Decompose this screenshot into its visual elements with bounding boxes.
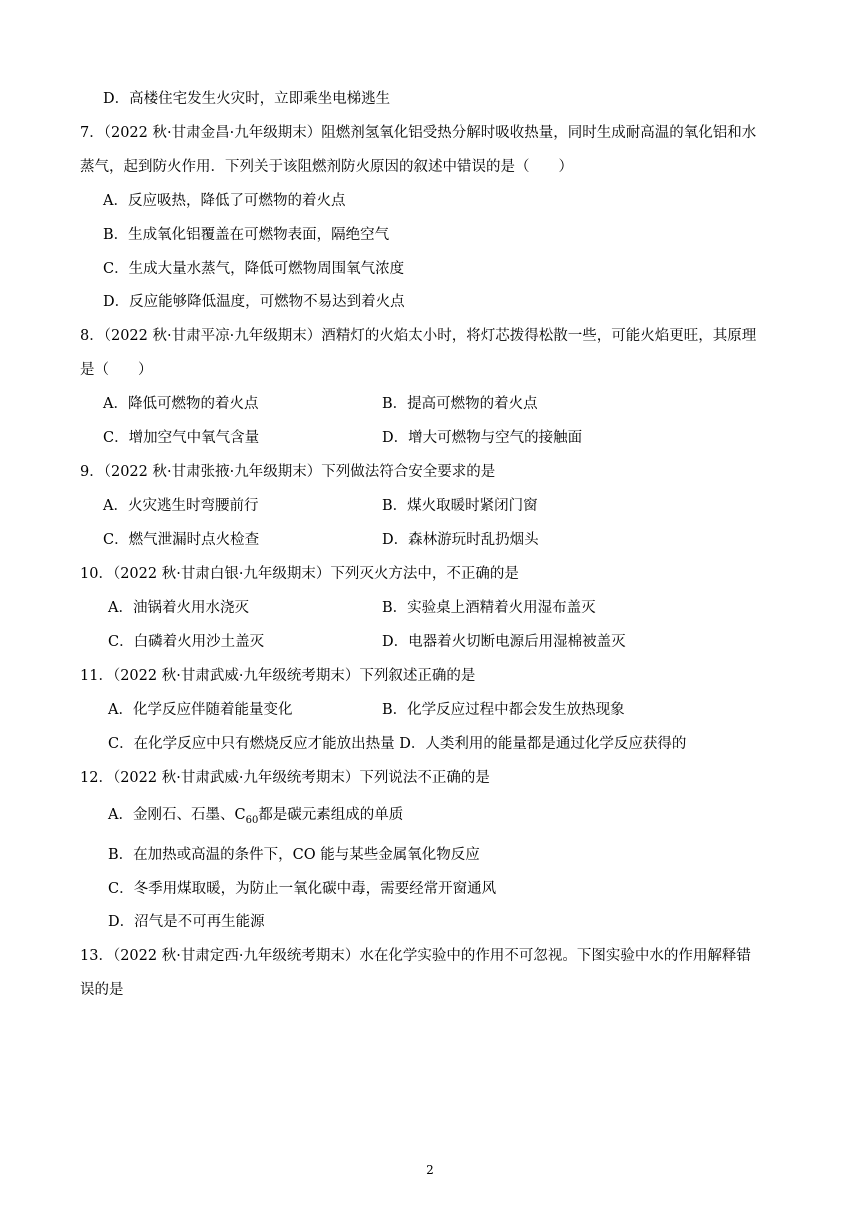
q7-option-a: A．反应吸热，降低了可燃物的着火点 <box>103 193 346 209</box>
q8-option-c: C．增加空气中氧气含量 <box>103 430 260 446</box>
q12-stem-line1: 12．（2022 秋·甘肃武威·九年级统考期末）下列说法不正确的是 <box>80 770 490 786</box>
q6-option-d: D．高楼住宅发生火灾时，立即乘坐电梯逃生 <box>103 91 391 107</box>
q10-option-d: D．电器着火切断电源后用湿棉被盖灭 <box>382 634 626 650</box>
q10-option-c: C．白磷着火用沙土盖灭 <box>108 634 265 650</box>
q7-stem-line2: 蒸气，起到防火作用．下列关于该阻燃剂防火原因的叙述中错误的是（ ） <box>80 159 573 175</box>
q12-option-a <box>108 805 403 831</box>
q10-stem-line1: 10．（2022 秋·甘肃白银·九年级期末）下列灭火方法中，不正确的是 <box>80 566 519 582</box>
q7-option-d: D．反应能够降低温度，可燃物不易达到着火点 <box>103 294 405 310</box>
q11-option-b: B．化学反应过程中都会发生放热现象 <box>382 702 625 718</box>
q9-option-a: A．火灾逃生时弯腰前行 <box>103 498 259 514</box>
q7-option-b: B．生成氧化铝覆盖在可燃物表面，隔绝空气 <box>103 227 390 243</box>
q12-option-a-text-end: 都是碳元素组成的单质 <box>258 807 404 823</box>
q12-option-c: C．冬季用煤取暖，为防止一氧化碳中毒，需要经常开窗通风 <box>108 881 497 897</box>
q9-option-d: D．森林游玩时乱扔烟头 <box>382 532 539 548</box>
q8-stem-line1: 8．（2022 秋·甘肃平凉·九年级期末）酒精灯的火焰太小时，将灯芯拨得松散一些，可能火焰更旺，其原理 <box>80 328 757 344</box>
q12-option-b: B．在加热或高温的条件下，CO 能与某些金属氧化物反应 <box>108 847 480 863</box>
q11-stem-line1: 11．（2022 秋·甘肃武威·九年级统考期末）下列叙述正确的是 <box>80 668 476 684</box>
q10-option-a: A．油锅着火用水浇灭 <box>108 600 249 616</box>
q9-option-c: C．燃气泄漏时点火检查 <box>103 532 260 548</box>
q8-option-d: D．增大可燃物与空气的接触面 <box>382 430 583 446</box>
q12-option-a-subscript: 60 <box>245 815 259 826</box>
q8-option-b: B．提高可燃物的着火点 <box>382 396 538 412</box>
page-number: 2 <box>426 1163 434 1177</box>
q9-option-b: B．煤火取暖时紧闭门窗 <box>382 498 538 514</box>
q9-stem-line1: 9．（2022 秋·甘肃张掖·九年级期末）下列做法符合安全要求的是 <box>80 464 496 480</box>
q7-stem-line1: 7．（2022 秋·甘肃金昌·九年级期末）阻燃剂氢氧化铝受热分解时吸收热量，同时生成耐高温的氧化铝和水 <box>80 125 757 141</box>
q8-option-a: A．降低可燃物的着火点 <box>103 396 259 412</box>
q8-stem-line2: 是（ ） <box>80 362 153 378</box>
q12-option-d: D．沼气是不可再生能源 <box>108 914 265 930</box>
q11-option-c-d: C．在化学反应中只有燃烧反应才能放出热量 D．人类利用的能量都是通过化学反应获得的 <box>108 736 687 752</box>
q10-option-b: B．实验桌上酒精着火用湿布盖灭 <box>382 600 596 616</box>
q12-option-a-text: A．金刚石、石墨、C <box>108 807 246 823</box>
q13-stem-line2: 误的是 <box>80 982 124 998</box>
q11-option-a: A．化学反应伴随着能量变化 <box>108 702 293 718</box>
q13-stem-line1: 13．（2022 秋·甘肃定西·九年级统考期末）水在化学实验中的作用不可忽视。下图实验中水的作用解释错 <box>80 948 751 964</box>
q7-option-c: C．生成大量水蒸气，降低可燃物周围氧气浓度 <box>103 261 405 277</box>
